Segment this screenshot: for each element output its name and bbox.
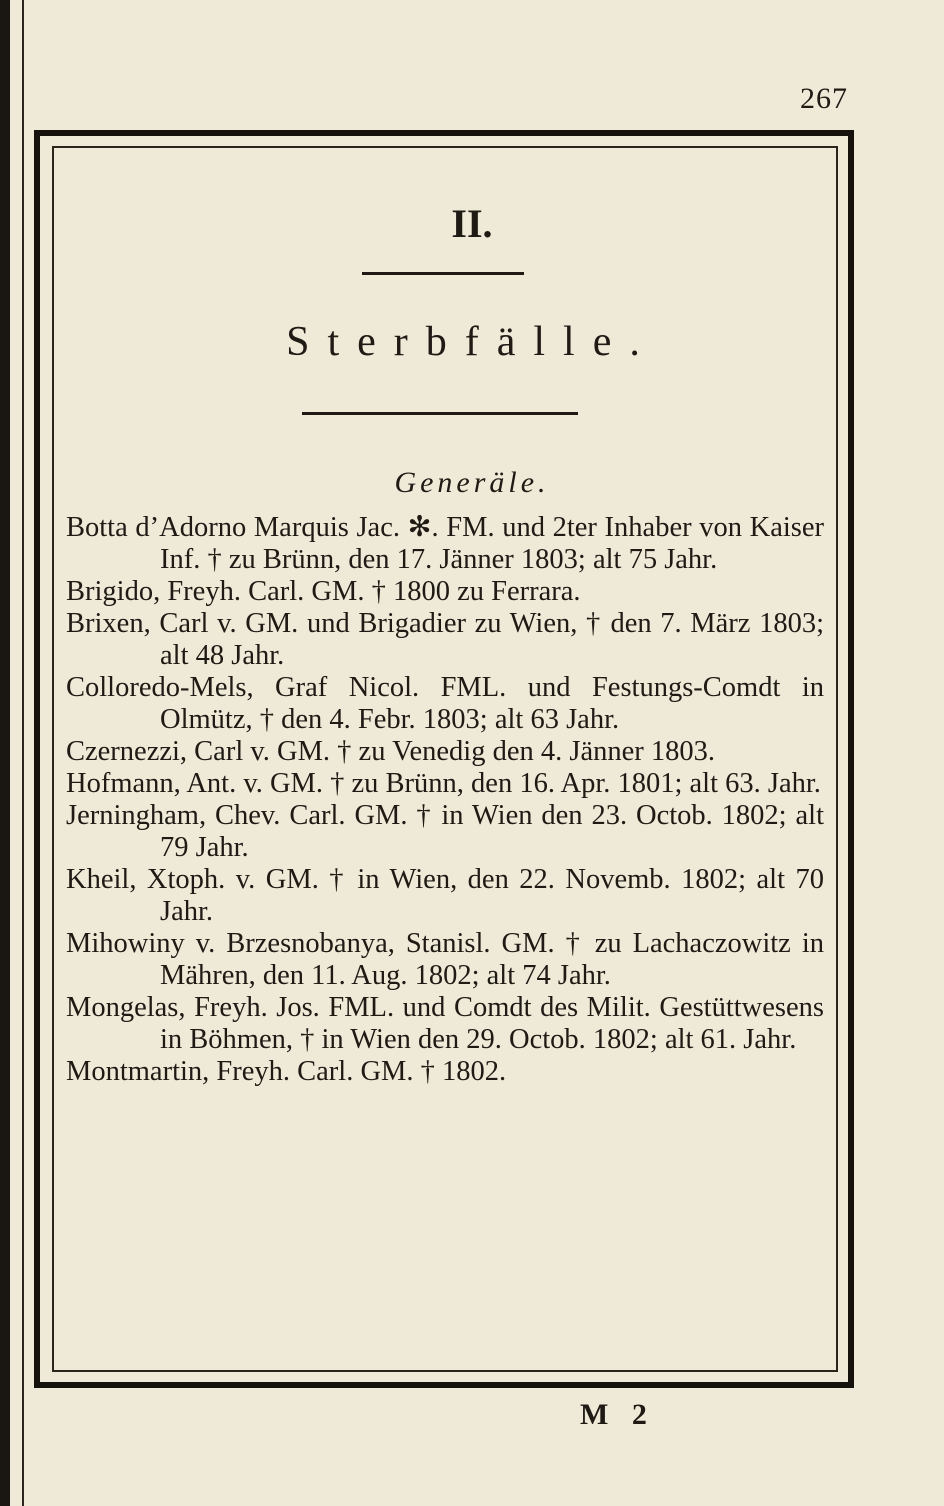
page-number: 267	[800, 82, 848, 115]
list-item: Mihowiny v. Brzesnobanya, Stanisl. GM. † zu Lachaczowitz in Mähren, den 11. Aug. 1802; alt 74 Jahr.	[66, 928, 824, 991]
signature-mark: M 2	[580, 1398, 655, 1431]
divider-rule	[362, 272, 524, 275]
divider-rule	[302, 412, 578, 415]
list-item: Colloredo-Mels, Graf Nicol. FML. und Festungs-Comdt in Olmütz, † den 4. Febr. 1803; alt 63 Jahr.	[66, 672, 824, 735]
chapter-title: Sterbfälle.	[286, 319, 658, 365]
list-item: Montmartin, Freyh. Carl. GM. † 1802.	[66, 1056, 507, 1087]
list-item: Czernezzi, Carl v. GM. † zu Venedig den 4. Jänner 1803.	[66, 736, 715, 767]
obituary-list	[66, 512, 824, 1088]
chapter-number: II.	[451, 201, 493, 246]
list-item: Brigido, Freyh. Carl. GM. † 1800 zu Ferrara.	[66, 576, 581, 607]
list-item: Botta d’Adorno Marquis Jac. ✻. FM. und 2ter Inhaber von Kaiser Inf. † zu Brünn, den 17. Jänner 1803; alt 75 Jahr.	[66, 512, 824, 575]
list-item: Hofmann, Ant. v. GM. † zu Brünn, den 16. Apr. 1801; alt 63. Jahr.	[66, 768, 821, 799]
list-item: Jerningham, Chev. Carl. GM. † in Wien den 23. Octob. 1802; alt 79 Jahr.	[66, 800, 824, 863]
list-item: Brixen, Carl v. GM. und Brigadier zu Wien, † den 7. März 1803; alt 48 Jahr.	[66, 608, 824, 671]
list-item: Mongelas, Freyh. Jos. FML. und Comdt des Milit. Gestüttwesens in Böhmen, † in Wien den 29. Octob. 1802; alt 61. Jahr.	[66, 992, 824, 1055]
section-heading: Generäle.	[394, 466, 550, 499]
list-item: Kheil, Xtoph. v. GM. † in Wien, den 22. Novemb. 1802; alt 70 Jahr.	[66, 864, 824, 927]
